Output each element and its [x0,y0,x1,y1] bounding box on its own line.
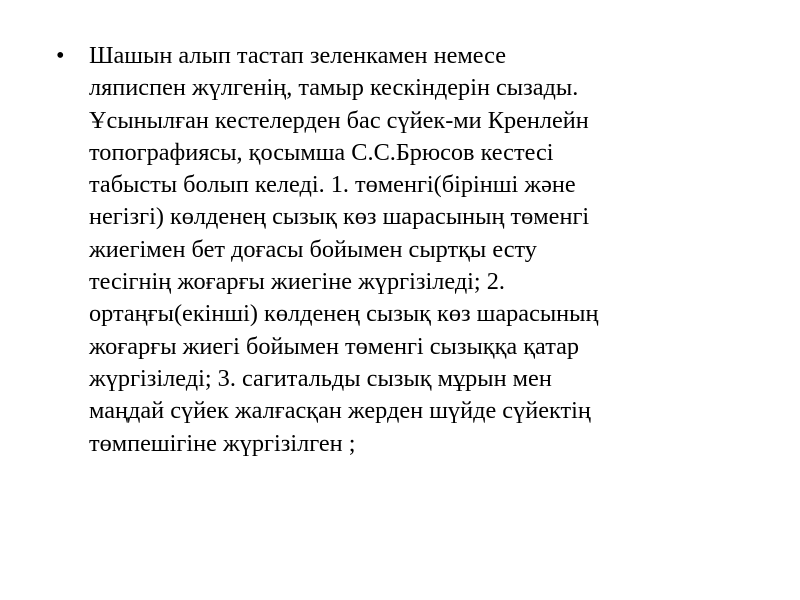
text-line: жоғарғы жиегі бойымен төменгі сызыққа қатар [89,332,580,360]
bullet-list [56,40,756,460]
text-line: негізгі) көлденең сызық көз шарасының төменгі [89,203,590,231]
text-line: жүргізіледі; 3. сагитальды сызық мұрын мен [89,364,552,392]
bullet-marker: • [56,42,65,69]
bullet-item [56,40,756,460]
text-line: ортаңғы(екінші) көлденең сызық көз шарасының [89,300,599,328]
text-line: жиегімен бет доғасы бойымен сыртқы есту [89,235,537,263]
text-line: топографиясы, қосымша С.С.Брюсов кестесі [89,138,554,166]
text-line: ляписпен жүлгенің, тамыр кескіндерін сызады. [89,74,579,102]
text-line: төмпешігіне жүргізілген ; [89,429,356,457]
text-line: Ұсынылған кестелерден бас сүйек-ми Кренлейн [89,106,589,134]
text-line: тесігнің жоғарғы жиегіне жүргізіледі; 2. [89,268,505,296]
text-line: табысты болып келеді. 1. төменгі(бірінші және [89,171,576,199]
text-line: Шашын алып тастап зеленкамен немесе [89,42,507,69]
text-line: маңдай сүйек жалғасқан жерден шүйде сүйектің [89,397,591,425]
